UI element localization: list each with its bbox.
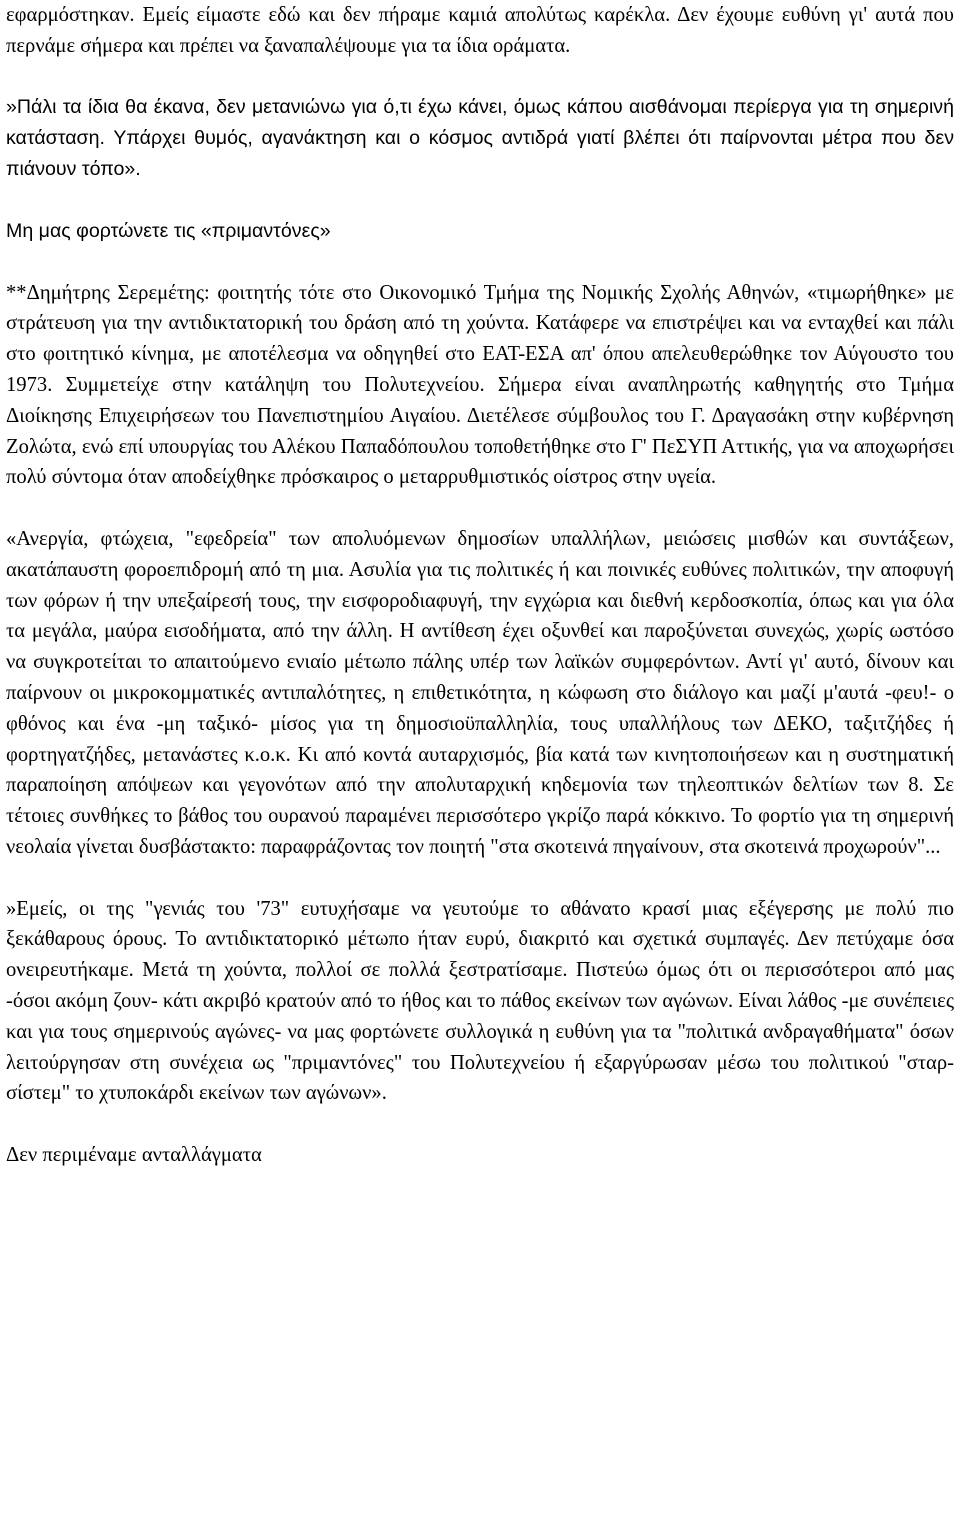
paragraph-spacer: [6, 493, 954, 524]
paragraph-spacer: [6, 863, 954, 894]
paragraph-spacer: [6, 62, 954, 93]
paragraph-intro-continuation: εφαρμόστηκαν. Εμείς είμαστε εδώ και δεν πήραμε καμιά απολύτως καρέκλα. Δεν έχουμε ευθύνη γι' αυτά που περνάμε σήμερα και πρέπει να ξαναπαλέψουμε για τα ίδια οράματα.: [6, 4, 954, 57]
paragraph-quote-generation-73: »Εμείς, οι της "γενιάς του '73" ευτυχήσαμε να γευτούμε το αθάνατο κρασί μιας εξέγερσης με πολύ πιο ξεκάθαρους όρους. Το αντιδικτατορικό μέτωπο ήταν ευρύ, διακριτό και σχετικά συμπαγές. Δεν πετύχαμε όσα ονειρευτήκαμε. Μετά τη χούντα, πολλοί σε πολλά ξεστρατίσαμε. Πιστεύω όμως ότι οι περισσότεροι από μας -όσοι ακόμη ζουν- κάτι ακριβό κρατούν από το ήθος και το πάθος εκείνων των αγώνων. Είναι λάθος -με συνέπειες και για τους σημερινούς αγώνες- να μας φορτώνετε συλλογικά η ευθύνη για τα "πολιτικά ανδραγαθήματα" όσων λειτούργησαν στη συνέχεια ως "πριμαντόνες" του Πολυτεχνείου ή εξαργύρωσαν μέσω του πολιτικού "σταρ-σίστεμ" το χτυπoκάρδι εκείνων των αγώνων».: [6, 897, 954, 1105]
paragraph-quote-sans: »Πάλι τα ίδια θα έκανα, δεν μετανιώνω για ό,τι έχω κάνει, όμως κάπου αισθάνομαι περίεργα για τη σημερινή κατάσταση. Υπάρχει θυμός, αγανάκτηση και ο κόσμος αντιδρά γιατί βλέπει ότι παίρνονται μέτρα που δεν πιάνουν τόπο».: [6, 96, 954, 180]
paragraph-quote-unemployment: «Ανεργία, φτώχεια, "εφεδρεία" των απολυόμενων δημοσίων υπαλλήλων, μειώσεις μισθών και συντάξεων, ακατάπαυστη φοροεπιδρομή από τη μια. Ασυλία για τις πολιτικές ή και ποινικές ευθύνες πολιτικών, την αποφυγή των φόρων ή την υπεξαίρεσή τους, την εισφοροδιαφυγή, την εγχώρια και διεθνή κερδοσκοπία, όπως και για όλα τα μεγάλα, μαύρα εισοδήματα, από την άλλη. Η αντίθεση έχει οξυνθεί και παροξύνεται συνεχώς, χωρίς ωστόσο να συγκροτείται το απαιτούμενο ενιαίο μέτωπο πάλης υπέρ των λαϊκών συμφερόντων. Αντί γι' αυτό, δίνουν και παίρνουν οι μικροκομματικές αντιπαλότητες, η επιθετικότητα, η κώφωση στο διάλογο και μαζί μ'αυτά -φευ!- ο φθόνος και ένα -μη ταξικό- μίσος για τη δημοσιοϋπαλληλία, τους υπαλλήλους των ΔΕΚΟ, ταξιτζήδες ή φορτηγατζήδες, μετανάστες κ.ο.κ. Κι από κοντά αυταρχισμός, βία κατά των κινητοποιήσεων και η συστηματική παραποίηση απόψεων και γεγονότων από την απολυταρχική κηδεμονία των τηλεοπτικών δελτίων των 8. Σε τέτοιες συνθήκες το βάθος του ουρανού παραμένει περισσότερο γκρίζο παρά κόκκινο. Το φορτίο για τη σημερινή νεολαία γίνεται δυσβάστακτο: παραφράζοντας τον ποιητή "στα σκοτεινά πηγαίνουν, στα σκοτεινά προχωρούν"...: [6, 527, 954, 858]
paragraph-bio-seremetis: **Δημήτρης Σερεμέτης: φοιτητής τότε στο Οικονομικό Τμήμα της Νομικής Σχολής Αθηνών, «τιμωρήθηκε» με στράτευση για την αντιδικτατορική του δράση από τη χούντα. Κατάφερε να επιστρέψει και να ενταχθεί και πάλι στο φοιτητικό κίνημα, με αποτέλεσμα να οδηγηθεί στο ΕΑΤ-ΕΣΑ απ' όπου απελευθερώθηκε τον Αύγουστο του 1973. Συμμετείχε στην κατάληψη του Πολυτεχνείου. Σήμερα είναι αναπληρωτής καθηγητής στο Τμήμα Διοίκησης Επιχειρήσεων του Πανεπιστημίου Αιγαίου. Διετέλεσε σύμβουλος του Γ. Δραγασάκη στην κυβέρνηση Ζολώτα, ενώ επί υπουργίας του Αλέκου Παπαδόπουλου τοποθετήθηκε στο Γ' ΠεΣΥΠ Αττικής, για να αποχωρήσει πολύ σύντομα όταν αποδείχθηκε πρόσκαιρος ο μεταρρυθμιστικός οίστρος στην υγεία.: [6, 281, 954, 489]
section-heading-no-rewards: Δεν περιμέναμε ανταλλάγματα: [6, 1143, 262, 1166]
paragraph-spacer: [6, 185, 954, 216]
section-heading-primadonnas: Μη μας φορτώνετε τις «πριμαντόνες»: [6, 219, 331, 242]
paragraph-spacer: [6, 247, 954, 278]
paragraph-spacer: [6, 1109, 954, 1140]
